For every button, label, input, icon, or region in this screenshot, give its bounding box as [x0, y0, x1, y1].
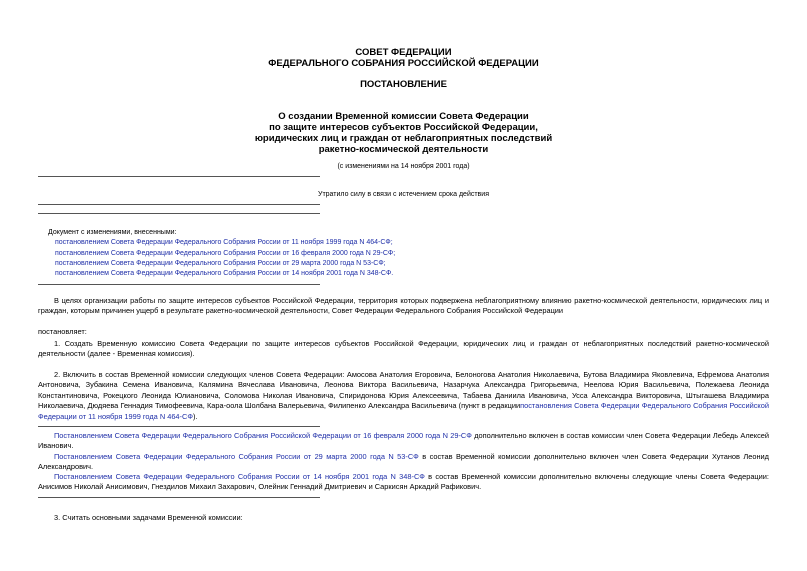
header-assembly: ФЕДЕРАЛЬНОГО СОБРАНИЯ РОССИЙСКОЙ ФЕДЕРАЦИИ — [268, 58, 539, 69]
amendment-link[interactable]: постановлением Совета Федерации Федерального Собрания России от 14 ноября 2001 года N 348-СФ. — [55, 270, 394, 277]
changes-heading: Документ с изменениями, внесенными: — [48, 229, 177, 236]
document-type: ПОСТАНОВЛЕНИЕ — [360, 79, 447, 90]
note-1 — [38, 431, 769, 452]
divider — [38, 213, 320, 214]
divider — [38, 426, 320, 427]
item-2-link[interactable]: постановления Совета Федерации Федерального Собрания Российской Федерации от 11 ноября 1999 года N 464-СФ — [38, 401, 769, 421]
title-line-1: О создании Временной комиссии Совета Федерации — [278, 111, 529, 122]
title-line-3: юридических лиц и граждан от неблагоприятных последствий — [254, 133, 553, 144]
divider — [38, 284, 320, 285]
note-link[interactable]: Постановлением Совета Федерации Федерального Собрания России от 29 марта 2000 года N 53-СФ — [54, 452, 419, 461]
divider — [38, 497, 320, 498]
expiry-note: Утратило силу в связи с истечением срока действия — [318, 191, 489, 198]
divider — [38, 176, 320, 177]
amendment-date: (с изменениями на 14 ноября 2001 года) — [337, 163, 470, 170]
divider — [38, 204, 320, 205]
amendment-link[interactable]: постановлением Совета Федерации Федерального Собрания России от 29 марта 2000 года N 53-СФ; — [55, 260, 386, 267]
note-2 — [38, 452, 769, 473]
item-2-tail: ). — [192, 411, 198, 421]
preamble: В целях организации работы по защите интересов субъектов Российской Федерации, территория которых подвержена неблагоприятному влиянию ракетно-космической деятельности, юридических лиц и граждан, которым причинен ущерб в результате ракетно-космической деятельности, Совет Федерации Федерального Собрания Российской Федерации — [38, 296, 769, 316]
amendment-link[interactable]: постановлением Совета Федерации Федерального Собрания России от 11 ноября 1999 года N 464-СФ; — [55, 239, 393, 246]
note-link[interactable]: Постановлением Совета Федерации Федерального Собрания России от 14 ноября 2001 года N 348-СФ — [54, 472, 425, 481]
title-line-4: ракетно-космической деятельности — [318, 144, 489, 155]
resolves: постановляет: — [38, 327, 87, 336]
item-2 — [38, 370, 769, 422]
note-link[interactable]: Постановлением Совета Федерации Федерального Собрания Российской Федерации от 16 февраля 2000 года N 29-СФ — [54, 431, 472, 440]
title-line-2: по защите интересов субъектов Российской Федерации, — [269, 122, 538, 133]
item-1: 1. Создать Временную комиссию Совета Федерации по защите интересов субъектов Российской Федерации, юридических лиц и граждан от неблагоприятных последствий ракетно-космической деятельности (далее - Временная комиссия). — [38, 339, 769, 359]
item-2-text: 2. Включить в состав Временной комиссии следующих членов Совета Федерации: Амосова Анатолия Егоровича, Белоногова Анатолия Николаевича, Бутова Владимира Яковлевича, Ефремова Анатолия Антоновича, Зубакина Семена Ивановича, Калямина Вячеслава Ивановича, Леонова Виктора Васильевича, Назарчука Александра Григорьевича, Неелова Юрия Васильевича, Полежаева Леонида Константиновича, Рокецкого Леонида Юлиановича, Соломова Николая Ивановича, Спиридонова Юрия Алексеевича, Табаева Даниила Ивановича, Усса Александра Викторовича, Штыгашева Владимира Николаевича, Дюдяева Геннадия Тимофеевича, Кара-оола Шолбана Валерьевича, Филипенко Александра Васильевича (пункт в редакции — [38, 370, 769, 411]
note-text: в состав Временной комиссии дополнительно включен член Совета Федерации Хутанов Леонид Александрович. — [38, 452, 769, 472]
amendment-link[interactable]: постановлением Совета Федерации Федерального Собрания России от 16 февраля 2000 года N 29-СФ; — [55, 250, 396, 257]
header-council: СОВЕТ ФЕДЕРАЦИИ — [355, 47, 452, 58]
item-3: 3. Считать основными задачами Временной комиссии: — [54, 513, 243, 522]
note-text: в состав Временной комиссии дополнительно включены следующие члены Совета Федерации: Анисимов Николай Анисимович, Гнездилов Михаил Захарович, Олейник Геннадий Дмитриевич и Саркисян Аркадий Рафикович. — [38, 472, 769, 492]
note-text: дополнительно включен в состав комиссии член Совета Федерации Лебедь Алексей Иванович. — [38, 431, 769, 451]
note-3 — [38, 472, 769, 493]
